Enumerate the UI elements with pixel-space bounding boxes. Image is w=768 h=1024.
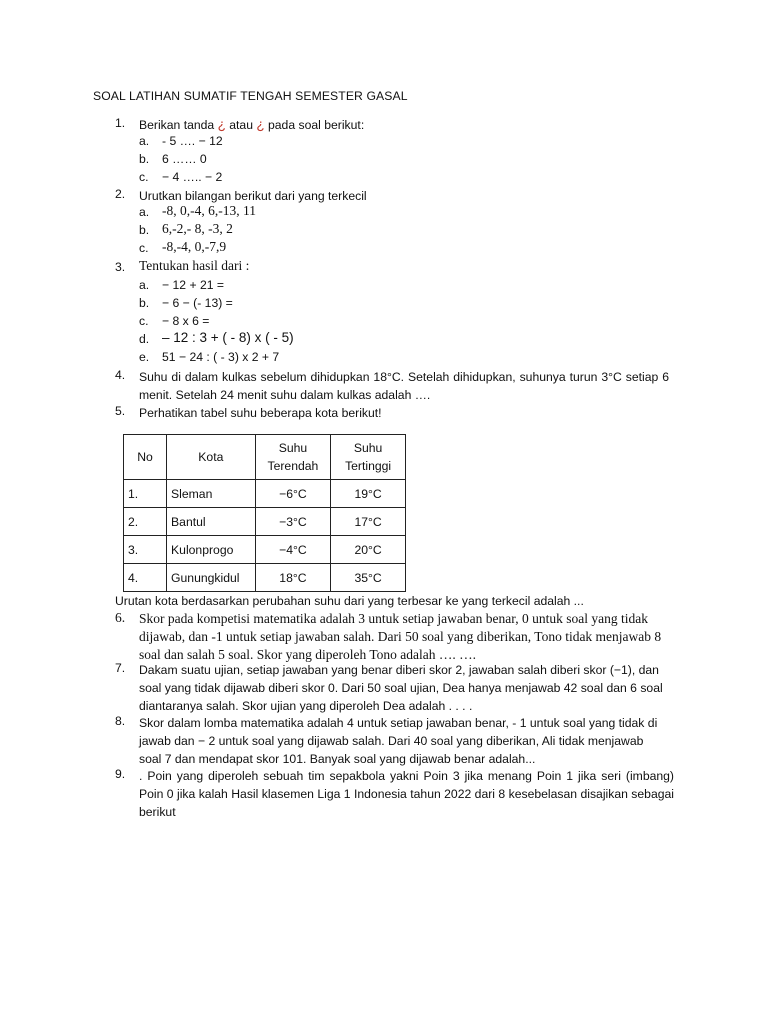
table-row [124, 536, 406, 564]
question-3-option-label: e. [139, 350, 150, 364]
table-cell-kota: Sleman [167, 480, 256, 508]
question-2-option-text: -8,-4, 0,-7,9 [162, 239, 227, 254]
table-cell-kota: Bantul [167, 508, 256, 536]
question-1-symbol-2: ¿ [256, 117, 265, 132]
question-1-text-mid: atau [225, 118, 257, 132]
table-cell-terendah: −6°C [255, 480, 331, 508]
table-cell-tertinggi: 19°C [331, 480, 406, 508]
question-3-option-label: a. [139, 278, 150, 292]
table-cell-kota: Gunungkidul [167, 564, 256, 592]
question-3-option-text: − 8 x 6 = [162, 314, 210, 328]
question-9-number: 9. [115, 767, 126, 781]
question-3-option-label: b. [139, 296, 150, 310]
question-2-option-label: a. [139, 205, 150, 219]
temperature-table [123, 434, 406, 592]
table-cell-no: 2. [124, 508, 167, 536]
question-8-text: Skor dalam lomba matematika adalah 4 untuk setiap jawaban benar, - 1 untuk soal yang tidak di jawab dan − 2 untuk soal yang dijawab salah. Dari 40 soal yang diberikan, Ali tidak menjawab soal 7 dan mendapat skor 101. Banyak soal yang dijawab benar adalah... [139, 716, 658, 766]
table-cell-no: 4. [124, 564, 167, 592]
question-2-option-text: 6,-2,- 8, -3, 2 [162, 221, 233, 236]
table-cell-tertinggi: 20°C [331, 536, 406, 564]
question-1-text [139, 116, 674, 134]
table-header-suhu-terendah [255, 435, 331, 480]
table-header-row [124, 435, 406, 480]
question-1-option-label: b. [139, 152, 150, 166]
table-cell-terendah: −4°C [255, 536, 331, 564]
table-header-kota: Kota [167, 435, 256, 480]
question-2-option-label: c. [139, 241, 149, 255]
question-3-option-label: c. [139, 314, 149, 328]
table-cell-terendah: 18°C [255, 564, 331, 592]
question-5-followup: Urutan kota berdasarkan perubahan suhu dari yang terbesar ke yang terkecil adalah ... [115, 594, 584, 608]
table-row [124, 508, 406, 536]
table-header-line: Terendah [267, 459, 319, 473]
table-cell-terendah: −3°C [255, 508, 331, 536]
question-3-number: 3. [115, 260, 126, 274]
question-8-number: 8. [115, 714, 126, 728]
question-7-number: 7. [115, 661, 126, 675]
table-header-no: No [124, 435, 167, 480]
question-1-text-pre: Berikan tanda [139, 118, 218, 132]
question-6-number: 6. [115, 610, 126, 625]
question-4-text: Suhu di dalam kulkas sebelum dihidupkan 18°C. Setelah dihidupkan, suhunya turun 3°C setiap 6 menit. Setelah 24 menit suhu dalam kulkas adalah …. [139, 370, 669, 402]
question-1-option-label: a. [139, 134, 150, 148]
question-1-option-text: - 5 …. − 12 [162, 134, 223, 148]
question-7-text: Dakam suatu ujian, setiap jawaban yang benar diberi skor 2, jawaban salah diberi skor (−1), dan soal yang tidak dijawab diberi skor 0. Dari 50 soal ujian, Dea hanya menjawab 42 soal dan 6 soal diantaranya salah. Skor ujian yang diperoleh Dea adalah . . . . [139, 663, 663, 713]
page-title: SOAL LATIHAN SUMATIF TENGAH SEMESTER GASAL [93, 89, 408, 103]
question-1-symbol-1: ¿ [217, 117, 226, 132]
question-1-option-label: c. [139, 170, 149, 184]
table-header-line: Suhu [278, 441, 308, 455]
table-header-suhu-tertinggi [331, 435, 406, 480]
question-3-option-text: 51 − 24 : ( - 3) x 2 + 7 [162, 350, 280, 364]
table-header-line: Suhu [353, 441, 383, 455]
question-2-text: Urutkan bilangan berikut dari yang terkecil [139, 189, 367, 203]
table-cell-no: 1. [124, 480, 167, 508]
table-cell-kota: Kulonprogo [167, 536, 256, 564]
table-header-line: Tertinggi [345, 459, 392, 473]
table-cell-tertinggi: 17°C [331, 508, 406, 536]
question-1-option-text: 6 …… 0 [162, 152, 207, 166]
table-cell-no: 3. [124, 536, 167, 564]
table-row [124, 480, 406, 508]
question-9-text: . Poin yang diperoleh sebuah tim sepakbola yakni Poin 3 jika menang Poin 1 jika seri (imbang) Poin 0 jika kalah Hasil klasemen Liga 1 Indonesia tahun 2022 dari 8 kesebelasan disajikan sebagai berikut [139, 769, 674, 819]
question-1-number: 1. [115, 116, 126, 130]
question-1-text-post: pada soal berikut: [264, 118, 365, 132]
question-3-option-text: − 12 + 21 = [162, 278, 225, 292]
question-3-option-label: d. [139, 332, 150, 346]
question-1-option-text: − 4 ….. − 2 [162, 170, 223, 184]
question-3-option-text: – 12 : 3 + ( - 8) x ( - 5) [162, 330, 294, 345]
question-5-number: 5. [115, 404, 126, 418]
question-4-number: 4. [115, 368, 126, 382]
question-3-text: Tentukan hasil dari : [139, 258, 250, 273]
question-5-text: Perhatikan tabel suhu beberapa kota berikut! [139, 406, 382, 420]
table-cell-tertinggi: 35°C [331, 564, 406, 592]
question-2-option-text: -8, 0,-4, 6,-13, 11 [162, 203, 256, 218]
question-2-number: 2. [115, 187, 126, 201]
question-3-option-text: − 6 − (- 13) = [162, 296, 233, 310]
question-2-option-label: b. [139, 223, 150, 237]
question-6-text: Skor pada kompetisi matematika adalah 3 untuk setiap jawaban benar, 0 untuk soal yang tidak dijawab, dan -1 untuk setiap jawaban salah. Dari 50 soal yang diberikan, Tono tidak menjawab 8 soal dan salah 5 soal. Skor yang diperoleh Tono adalah …. …. [139, 611, 662, 662]
table-row [124, 564, 406, 592]
